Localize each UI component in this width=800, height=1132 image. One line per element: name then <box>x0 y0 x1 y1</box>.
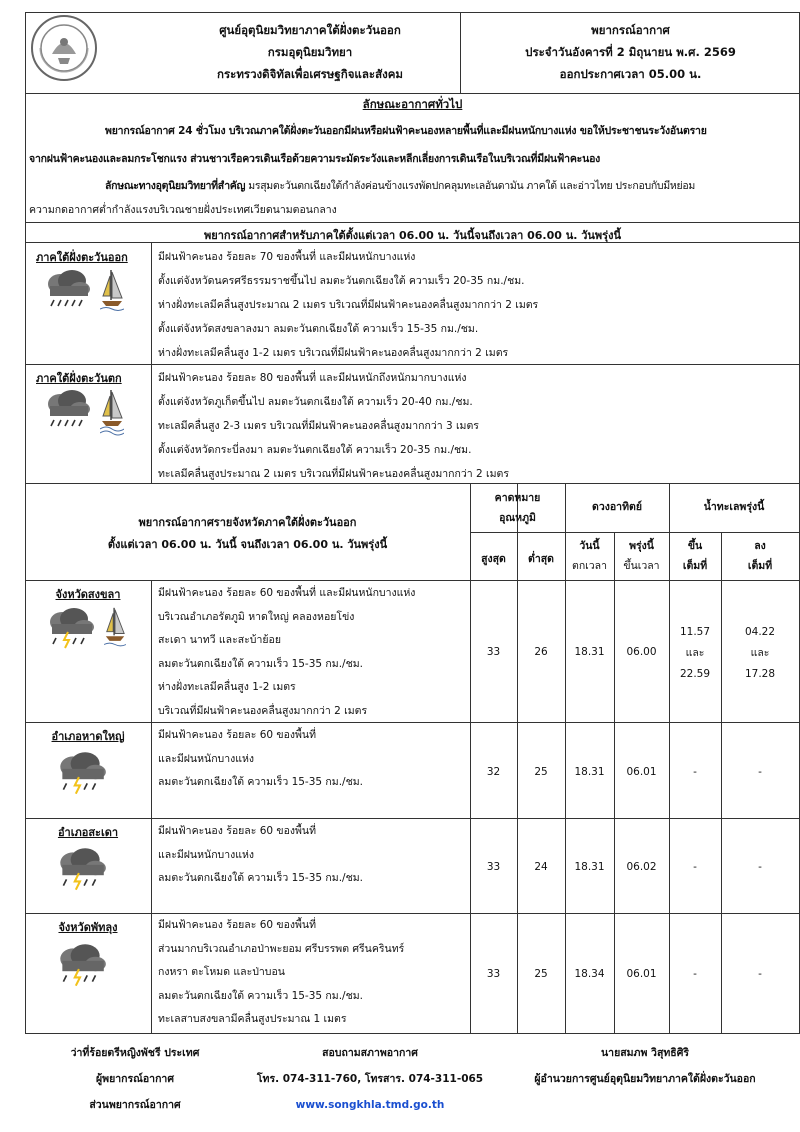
row-line-3 <box>25 913 800 914</box>
region-east-line: มีฝนฟ้าคะนอง ร้อยละ 70 ของพื้นที่ และมีฝนหนักบางแห่ง <box>158 251 416 263</box>
row-line: ลมตะวันตกเฉียงใต้ ความเร็ว 15-35 กม./ชม. <box>158 776 363 788</box>
row-sunset: 18.31 <box>574 861 605 873</box>
col-line-4 <box>614 532 615 1033</box>
row-line: กงหรา ตะโหมด และป่าบอน <box>158 966 285 978</box>
row-max: 33 <box>486 861 501 873</box>
col-sun-header: ดวงอาทิตย์ <box>592 501 642 513</box>
col-line-name <box>151 580 152 1033</box>
rain-cloud-icon <box>40 268 94 313</box>
region-west-line: ทะเลมีคลื่นสูง 2-3 เมตร บริเวณที่มีฝนฟ้าคะนองคลื่นสูงมากกว่า 3 เมตร <box>158 420 479 432</box>
row-line: และมีฝนหนักบางแห่ง <box>158 752 255 765</box>
region-west-text <box>158 366 509 486</box>
row-text <box>158 582 415 723</box>
forecast-title: พยากรณ์อากาศ <box>591 23 670 37</box>
row-line: ทะเลสาบสงขลามีคลื่นสูงประมาณ 1 เมตร <box>158 1013 347 1025</box>
row-tide-high: - <box>693 968 697 980</box>
row-min: 24 <box>534 861 548 873</box>
region-east-line: ห่างฝั่งทะเลมีคลื่นสูง 1-2 เมตร บริเวณที่มีฝนฟ้าคะนองคลื่นสูงมากกว่า 2 เมตร <box>158 347 509 359</box>
row-text <box>158 914 404 1032</box>
tide-and: และ <box>685 647 705 659</box>
sub-high-l2: เต็มที่ <box>682 560 708 572</box>
tide-value: 04.22 <box>744 626 776 638</box>
rain-cloud-icon <box>52 942 110 991</box>
row-tide-high <box>669 622 721 685</box>
general-para2-line2: ความกดอากาศต่ำกำลังแรงบริเวณชายฝั่งประเทศเวียดนามตอนกลาง <box>29 204 337 216</box>
row-sunset: 18.31 <box>574 766 605 778</box>
row-name: อำเภอหาดใหญ่ <box>51 730 125 743</box>
border-bottom <box>25 1033 800 1034</box>
sailboat-icon <box>100 388 124 439</box>
row-tide-low: - <box>758 861 762 873</box>
forecaster-name: ว่าที่ร้อยตรีหญิงพัชรี ประเทศ <box>70 1047 200 1059</box>
row-max: 32 <box>486 766 501 778</box>
sub-sunrise-l2: ขึ้นเวลา <box>623 560 660 572</box>
sub-high <box>669 536 721 576</box>
row-sunset: 18.31 <box>574 646 605 658</box>
footer-director <box>495 1040 795 1092</box>
row-sunrise: 06.01 <box>626 766 657 778</box>
sub-min: ต่ำสุด <box>528 553 554 565</box>
general-para1-line1: พยากรณ์อากาศ 24 ชั่วโมง บริเวณภาคใต้ฝั่งตะวันออกมีฝนหรือฝนฟ้าคะนองหลายพื้นที่และมีฝนหนักบางแห่ง ขอให้ประชาชนระวังอันตราย <box>105 125 707 137</box>
row-tide-low: - <box>758 766 762 778</box>
row-line: บริเวณที่มีฝนฟ้าคะนองคลื่นสูงมากกว่า 2 เมตร <box>158 704 368 717</box>
general-para2-label: ลักษณะทางอุตุนิยมวิทยาที่สำคัญ <box>105 180 246 192</box>
col-temp-l1: คาดหมาย <box>494 492 541 504</box>
footer-contact <box>245 1040 495 1118</box>
row-tide-low <box>721 622 799 685</box>
row-max: 33 <box>486 646 501 658</box>
sub-max: สูงสุด <box>481 553 506 565</box>
row-sunrise: 06.01 <box>626 968 657 980</box>
row-min: 26 <box>534 646 548 658</box>
sub-low-l1: ลง <box>754 540 766 552</box>
province-title-line2: ตั้งแต่เวลา 06.00 น. วันนี้ จนถึงเวลา 06.00 น. วันพรุ่งนี้ <box>107 538 388 551</box>
row-max: 33 <box>486 968 501 980</box>
col-line-6 <box>721 532 722 1033</box>
sub-sunset-l1: วันนี้ <box>579 540 600 552</box>
col-temp-l2: อุณหภูมิ <box>499 512 536 524</box>
row-line: มีฝนฟ้าคะนอง ร้อยละ 60 ของพื้นที่ <box>158 919 317 931</box>
header-left <box>175 19 445 85</box>
rain-cloud-icon <box>42 606 98 653</box>
region-west-line: มีฝนฟ้าคะนอง ร้อยละ 80 ของพื้นที่ และมีฝนหนักถึงหนักมากบางแห่ง <box>158 372 467 384</box>
general-para1-line2: จากฝนฟ้าคะนองและลมกระโชกแรง ส่วนชาวเรือควรเดินเรือด้วยความระมัดระวังและหลีกเลี่ยงการเดินเรือในบริเวณที่มีฝนฟ้าคะนอง <box>29 153 601 165</box>
border-top <box>25 12 800 13</box>
tide-value: 11.57 <box>679 626 711 638</box>
regional-title: พยากรณ์อากาศสำหรับภาคใต้ตั้งแต่เวลา 06.00 น. วันนี้จนถึงเวลา 06.00 น. วันพรุ่งนี้ <box>204 229 621 242</box>
center-name: ศูนย์อุตุนิยมวิทยาภาคใต้ฝั่งตะวันออก <box>219 23 401 37</box>
province-title-line1: พยากรณ์อากาศรายจังหวัดภาคใต้ฝั่งตะวันออก <box>138 516 357 529</box>
director-name: นายสมภพ วิสุทธิศิริ <box>601 1047 689 1059</box>
sailboat-icon <box>104 604 126 655</box>
tide-value: 17.28 <box>744 668 776 680</box>
sub-sunset <box>565 536 614 576</box>
rain-cloud-icon <box>52 750 110 799</box>
row-line: ลมตะวันตกเฉียงใต้ ความเร็ว 15-35 กม./ชม. <box>158 872 363 884</box>
region-east-text <box>158 245 538 365</box>
row-name: จังหวัดพัทลุง <box>58 921 118 934</box>
row-sunrise: 06.00 <box>626 646 657 658</box>
region-name-west: ภาคใต้ฝั่งตะวันตก <box>36 372 122 385</box>
header-bottom-line <box>25 93 800 94</box>
sailboat-icon <box>100 268 124 315</box>
row-line: ห่างฝั่งทะเลมีคลื่นสูง 1-2 เมตร <box>158 681 296 693</box>
general-para2-line1 <box>105 177 695 194</box>
region-name-east: ภาคใต้ฝั่งตะวันออก <box>36 251 128 264</box>
row-tide-high: - <box>693 861 697 873</box>
website-link[interactable]: www.songkhla.tmd.go.th <box>295 1099 445 1111</box>
row-name: อำเภอสะเดา <box>57 826 119 839</box>
director-title: ผู้อำนวยการศูนย์อุตุนิยมวิทยาภาคใต้ฝั่งตะวันออก <box>534 1073 756 1085</box>
rain-cloud-icon <box>52 846 110 895</box>
row-line: ลมตะวันตกเฉียงใต้ ความเร็ว 15-35 กม./ชม. <box>158 657 363 670</box>
department-logo <box>30 14 98 82</box>
sub-sunset-l2: ตกเวลา <box>572 560 607 572</box>
row-sunset: 18.34 <box>574 968 605 980</box>
row-min: 25 <box>534 766 548 778</box>
row-tide-high: - <box>693 766 697 778</box>
region-east-line: ตั้งแต่จังหวัดนครศรีธรรมราชขึ้นไป ลมตะวันตกเฉียงใต้ ความเร็ว 20-35 กม./ชม. <box>158 275 525 287</box>
sub-low-l2: เต็มที่ <box>747 560 773 572</box>
row-sunrise: 06.02 <box>626 861 657 873</box>
region-west-line: ทะเลมีคลื่นสูงประมาณ 2 เมตร บริเวณที่มีฝนฟ้าคะนองคลื่นสูงมากกว่า 2 เมตร <box>158 468 509 480</box>
row-line: และมีฝนหนักบางแห่ง <box>158 848 255 861</box>
forecaster-section: ส่วนพยากรณ์อากาศ <box>89 1099 181 1111</box>
tide-and: และ <box>750 647 770 659</box>
sub-sunrise <box>614 536 669 576</box>
tide-value: 22.59 <box>679 668 711 680</box>
sub-header-line <box>470 532 800 533</box>
row-line: มีฝนฟ้าคะนอง ร้อยละ 60 ของพื้นที่ และมีฝนหนักบางแห่ง <box>158 587 416 599</box>
row-line: สะเดา นาทวี และสะบ้าย้อย <box>158 634 281 646</box>
forecaster-title: ผู้พยากรณ์อากาศ <box>96 1073 174 1085</box>
row-line: ลมตะวันตกเฉียงใต้ ความเร็ว 15-35 กม./ชม. <box>158 989 363 1002</box>
sub-sunrise-l1: พรุ่งนี้ <box>629 540 654 552</box>
sub-low <box>721 536 799 576</box>
row-line: มีฝนฟ้าคะนอง ร้อยละ 60 ของพื้นที่ <box>158 825 317 837</box>
header-divider <box>460 12 461 93</box>
general-title: ลักษณะอากาศทั่วไป <box>362 97 463 111</box>
forecast-date: ประจำวันอังคารที่ 2 มิถุนายน พ.ศ. 2569 <box>525 45 736 59</box>
header-right <box>462 19 799 85</box>
rain-cloud-icon <box>40 388 94 433</box>
ministry-name: กระทรวงดิจิทัลเพื่อเศรษฐกิจและสังคม <box>217 67 403 81</box>
contact-phone: โทร. 074-311-760, โทรสาร. 074-311-065 <box>256 1073 484 1085</box>
row-line: มีฝนฟ้าคะนอง ร้อยละ 60 ของพื้นที่ <box>158 729 317 741</box>
col-temp-header <box>470 488 565 528</box>
region-west-line: ตั้งแต่จังหวัดกระบี่ลงมา ลมตะวันตกเฉียงใต้ ความเร็ว 20-35 กม./ชม. <box>158 444 472 456</box>
region-east-line: ตั้งแต่จังหวัดสงขลาลงมา ลมตะวันตกเฉียงใต้ ความเร็ว 15-35 กม./ชม. <box>158 323 479 335</box>
contact-title: สอบถามสภาพอากาศ <box>322 1047 418 1059</box>
table-header-line <box>25 580 800 581</box>
department-name: กรมอุตุนิยมวิทยา <box>267 45 353 59</box>
region-east-line: ห่างฝั่งทะเลมีคลื่นสูงประมาณ 2 เมตร บริเวณที่มีฝนฟ้าคะนองคลื่นสูงมากกว่า 2 เมตร <box>158 299 539 311</box>
issue-time: ออกประกาศเวลา 05.00 น. <box>559 67 702 81</box>
row-line-2 <box>25 818 800 819</box>
row-name: จังหวัดสงขลา <box>55 588 121 601</box>
row-line: บริเวณอำเภอรัตภูมิ หาดใหญ่ คลองหอยโข่ง <box>158 610 355 623</box>
row-text <box>158 724 363 795</box>
general-para2-text: มรสุมตะวันตกเฉียงใต้กำลังค่อนข้างแรงพัดปกคลุมทะเลอันดามัน ภาคใต้ และอ่าวไทย ประกอบกับมีหย่อม <box>248 180 695 192</box>
footer-forecaster <box>25 1040 245 1118</box>
row-line: ส่วนมากบริเวณอำเภอป่าพะยอม ศรีบรรพต ศรีนครินทร์ <box>158 942 405 955</box>
row-tide-low: - <box>758 968 762 980</box>
sub-high-l1: ขึ้น <box>687 540 703 552</box>
row-text <box>158 820 363 891</box>
row-min: 25 <box>534 968 548 980</box>
regional-divider <box>151 242 152 483</box>
region-west-line: ตั้งแต่จังหวัดภูเก็ตขึ้นไป ลมตะวันตกเฉียงใต้ ความเร็ว 20-40 กม./ชม. <box>158 396 473 408</box>
general-bottom-line <box>25 222 800 223</box>
province-table-title <box>25 512 470 556</box>
col-tide-header: น้ำทะเลพรุ่งนี้ <box>703 501 765 513</box>
